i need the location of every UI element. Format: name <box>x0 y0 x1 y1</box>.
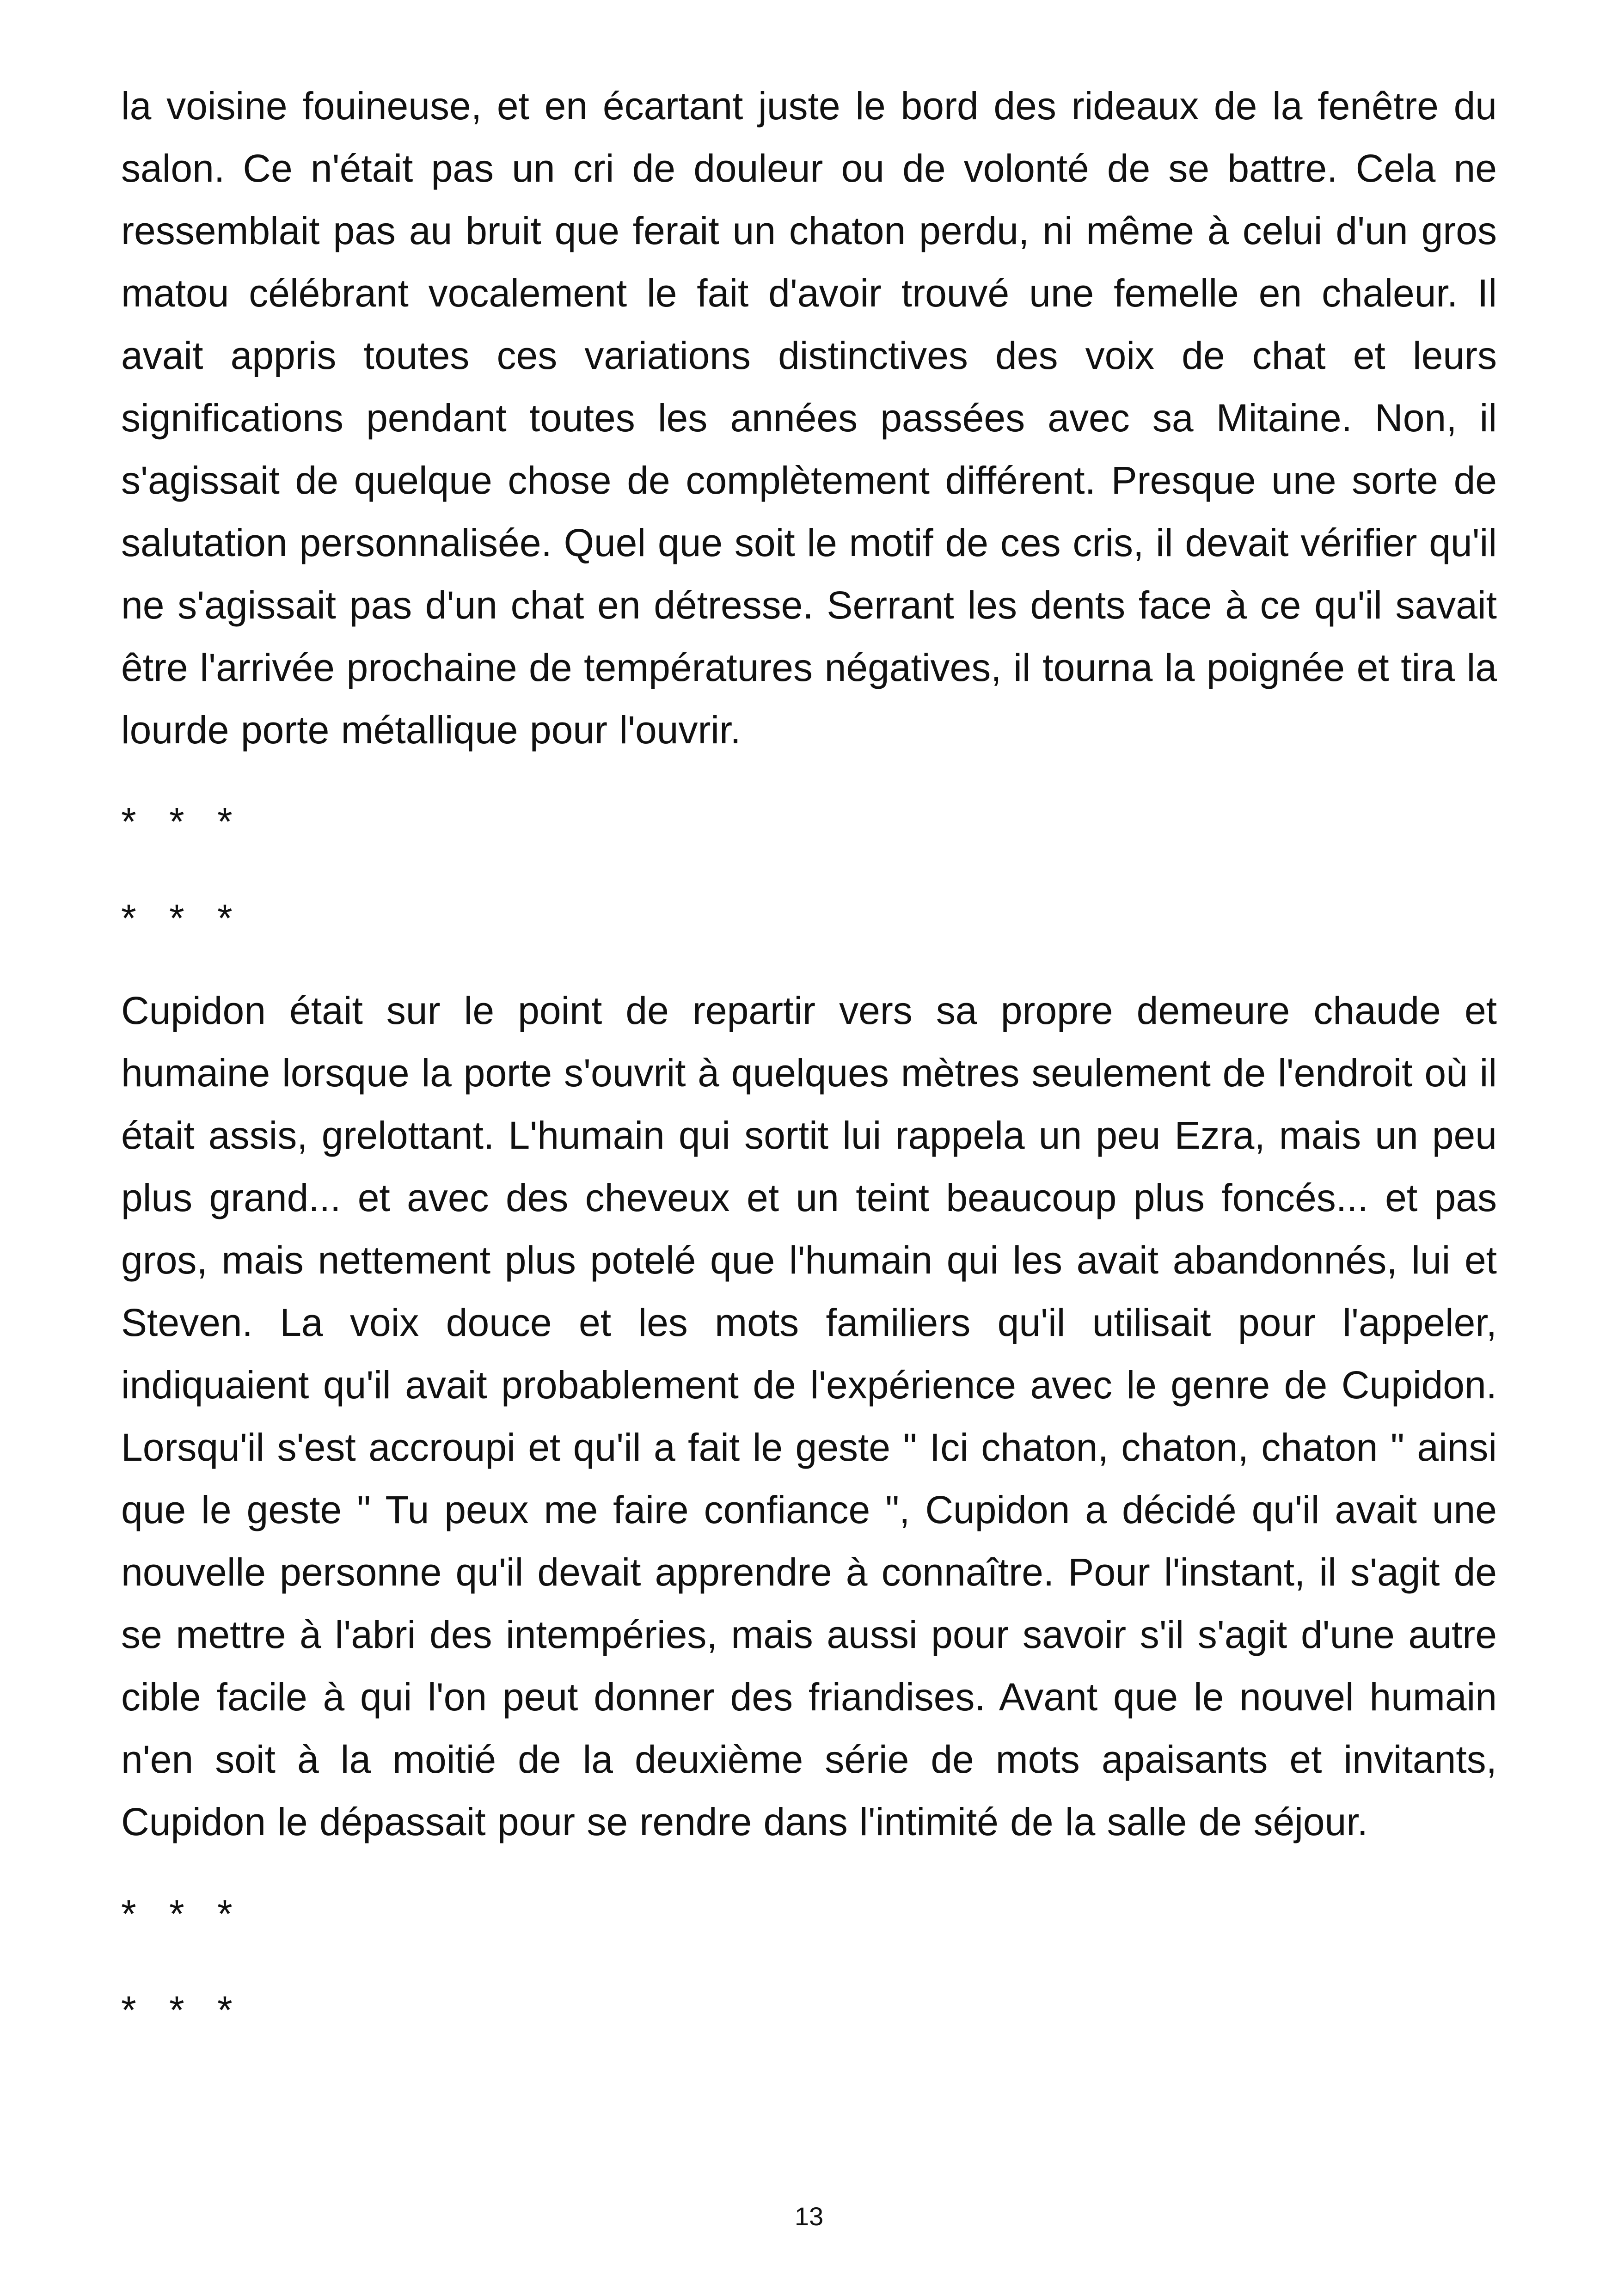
paragraph-1: la voisine fouineuse, et en écartant juste le bord des rideaux de la fenêtre du salon. Ce n'était pas un cri de douleur ou de volonté de se battre. Cela ne ressemblait pas au bruit que ferait un chaton perdu, ni même à celui d'un gros matou célébrant vocalement le fait d'avoir trouvé une femelle en chaleur. Il avait appris toutes ces variations distinctives des voix de chat et leurs significations pendant toutes les années passées avec sa Mitaine. Non, il s'agissait de quelque chose de complètement différent. Presque une sorte de salutation personnalisée. Quel que soit le motif de ces cris, il devait vérifier qu'il ne s'agissait pas d'un chat en détresse. Serrant les dents face à ce qu'il savait être l'arrivée prochaine de températures négatives, il tourna la poignée et tira la lourde porte métallique pour l'ouvrir. <box>121 84 1497 752</box>
paragraph-2: Cupidon était sur le point de repartir vers sa propre demeure chaude et humaine lorsque la porte s'ouvrit à quelques mètres seulement de l'endroit où il était assis, grelottant. L'humain qui sortit lui rappela un peu Ezra, mais un peu plus grand... et avec des cheveux et un teint beaucoup plus foncés... et pas gros, mais nettement plus potelé que l'humain qui les avait abandonnés, lui et Steven. La voix douce et les mots familiers qu'il utilisait pour l'appeler, indiquaient qu'il avait probablement de l'expérience avec le genre de Cupidon. Lorsqu'il s'est accroupi et qu'il a fait le geste " Ici chaton, chaton, chaton " ainsi que le geste " Tu peux me faire confiance ", Cupidon a décidé qu'il avait une nouvelle personne qu'il devait apprendre à connaître. Pour l'instant, il s'agit de se mettre à l'abri des intempéries, mais aussi pour savoir s'il s'agit d'une autre cible facile à qui l'on peut donner des friandises. Avant que le nouvel humain n'en soit à la moitié de la deuxième série de mots apaisants et invitants, Cupidon le dépassait pour se rendre dans l'intimité de la salle de séjour. <box>121 989 1497 1843</box>
scene-separator-3: * * * <box>121 1892 244 1935</box>
scene-separator-1: * * * <box>121 800 244 843</box>
page-number: 13 <box>794 2202 824 2231</box>
page-content <box>121 75 1497 2041</box>
scene-separator-2: * * * <box>121 896 244 940</box>
scene-separator-4: * * * <box>121 1988 244 2032</box>
